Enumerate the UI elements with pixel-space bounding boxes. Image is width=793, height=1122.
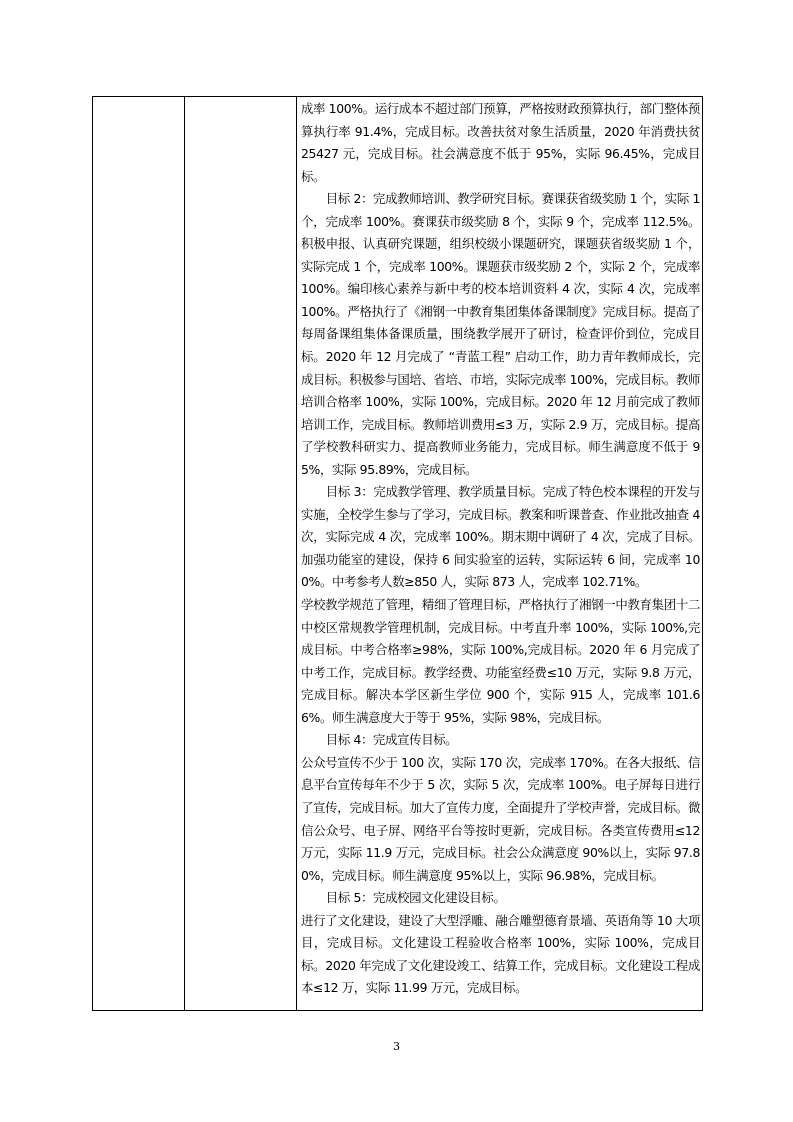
table-cell-content (297, 97, 703, 1011)
paragraph-goal-5-heading: 目标 5：完成校园文化建设目标。 (325, 890, 506, 906)
paragraph-1: 成率 100%。运行成本不超过部门预算，严格按财政预算执行，部门整体预算执行率 91.4%，完成目标。改善扶贫对象生活质量，2020 年消费扶贫 25427 元，完成目标。社会满意度不低于 95%，实际 96.45%，完成目标。 (301, 101, 700, 184)
paragraph-publicity: 公众号宣传不少于 100 次，实际 170 次，完成率 170%。在各大报纸、信息平台宣传每年不少于 5 次，实际 5 次，完成率 100%。电子屏每日进行了宣传，完成目标。加大了宣传力度，全面提升了学校声誉，完成目标。微信公众号、电子屏、网络平台等按时更新，完成目标。各类宣传费用≤12 万元，实际 11.9 万元，完成目标。社会公众满意度 90%以上，实际 97.80%，完成目标。师生满意度 95%以上，实际 96.98%，完成目标。 (301, 754, 700, 883)
content-body (297, 97, 702, 1000)
paragraph-teaching-management: 学校教学规范了管理，精细了管理目标，严格执行了湘钢一中教育集团十二中校区常规教学管理机制，完成目标。中考直升率 100%，实际 100%,完成目标。中考合格率≥98%，实际 100%,完成目标。2020 年 6 月完成了中考工作，完成目标。教学经费、功能室经费≤10 万元，实际 9.8 万元，完成目标。解决本学区新生学位 900 个，实际 915 人，完成率 101.66%。师生满意度大于等于 95%，实际 98%，完成目标。 (301, 597, 700, 725)
table-cell-item (185, 97, 297, 1011)
paragraph-culture: 进行了文化建设，建设了大型浮雕、融合雕塑德育景墙、英语角等 10 大项目，完成目标。文化建设工程验收合格率 100%，实际 100%，完成目标。2020 年完成了文化建设竣工、结算工作，完成目标。文化建设工程成本≤12 万，实际 11.99 万元，完成目标。 (301, 912, 700, 996)
content-table (92, 96, 703, 1011)
paragraph-goal-2: 目标 2：完成教师培训、教学研究目标。赛课获省级奖励 1 个，实际 1 个，完成率 100%。赛课获市级奖励 8 个，实际 9 个，完成率 112.5%。积极申报、认真研究课题，组织校级小课题研究，课题获省级奖励 1 个，实际完成 1 个，完成率 100%。课题获市级奖励 2 个，实际 2 个，完成率 100%。编印核心素养与新中考的校本培训资料 4 次，实际 4 次，完成率 100%。严格执行了《湘钢一中教育集团集体备课制度》完成目标。提高了每周备课组集体备课质量，围绕教学展开了研讨，检查评价到位，完成目标。2020 年 12 月完成了 “青蓝工程” 启动工作，助力青年教师成长，完成目标。积极参与国培、省培、市培，实际完成率 100%，完成目标。教师培训合格率 100%，实际 100%，完成目标。2020 年 12 月前完成了教师培训工作，完成目标。教师培训费用≤3 万，实际 2.9 万，完成目标。提高了学校教科研实力、提高教师业务能力，完成目标。师生满意度不低于 95%，实际 95.89%，完成目标。 (301, 191, 700, 477)
paragraph-goal-3: 目标 3：完成教学管理、教学质量目标。完成了特色校本课程的开发与实施，全校学生参与了学习，完成目标。教案和听课普查、作业批改抽查 4 次，实际完成 4 次，完成率 100%。期末期中调研了 4 次，完成了目标。加强功能室的建设，保持 6 间实验室的运转，实际运转 6 间，完成率 100%。中考参考人数≥850 人，实际 873 人，完成率 102.71%。 (301, 484, 700, 590)
table-cell-category (93, 97, 185, 1011)
page-number: 3 (393, 1040, 400, 1053)
paragraph-goal-4-heading: 目标 4：完成宣传目标。 (325, 732, 458, 748)
table-row (93, 97, 703, 1011)
